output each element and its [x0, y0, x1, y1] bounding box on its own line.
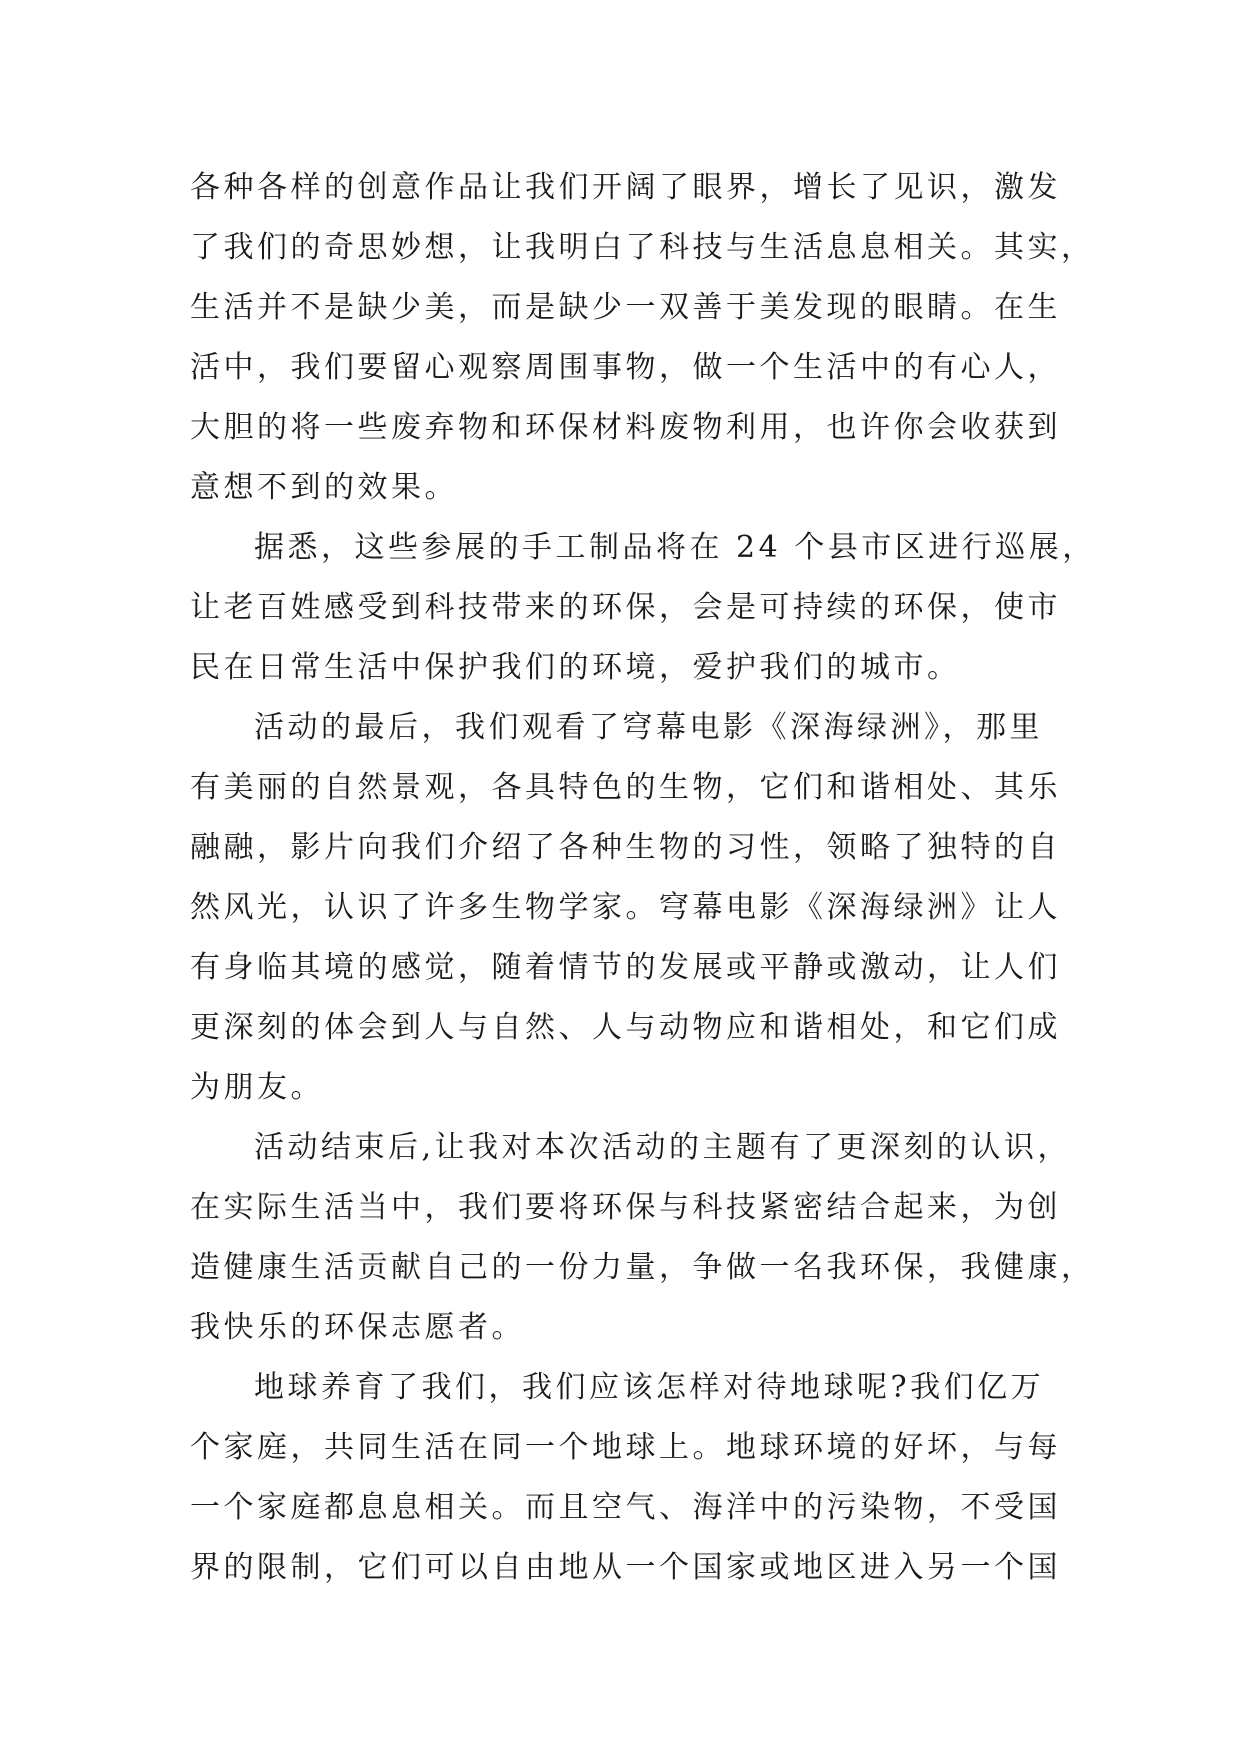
text-line: 然风光，认识了许多生物学家。穹幕电影《深海绿洲》让人	[190, 890, 1061, 925]
text-line: 生活并不是缺少美，而是缺少一双善于美发现的眼睛。在生	[190, 290, 1061, 325]
document-body	[190, 158, 1096, 1598]
text-line: 造健康生活贡献自己的一份力量，争做一名我环保，我健康，	[190, 1250, 1095, 1285]
text-line: 更深刻的体会到人与自然、人与动物应和谐相处，和它们成	[190, 1010, 1061, 1045]
text-line: 有美丽的自然景观，各具特色的生物，它们和谐相处、其乐	[190, 770, 1061, 805]
text-line: 一个家庭都息息相关。而且空气、海洋中的污染物，不受国	[190, 1490, 1061, 1525]
text-line: 意想不到的效果。	[190, 470, 458, 505]
text-line: 民在日常生活中保护我们的环境，爱护我们的城市。	[190, 650, 961, 685]
text-line: 界的限制，它们可以自由地从一个国家或地区进入另一个国	[190, 1550, 1061, 1585]
text-line: 了我们的奇思妙想，让我明白了科技与生活息息相关。其实，	[190, 230, 1095, 265]
text-line: 个家庭，共同生活在同一个地球上。地球环境的好坏，与每	[190, 1430, 1061, 1465]
paragraph-first-line: 活动结束后,让我对本次活动的主题有了更深刻的认识，	[254, 1130, 1072, 1165]
text-line: 我快乐的环保志愿者。	[190, 1310, 525, 1345]
text-line: 融融，影片向我们介绍了各种生物的习性，领略了独特的自	[190, 830, 1061, 865]
text-line: 在实际生活当中，我们要将环保与科技紧密结合起来，为创	[190, 1190, 1061, 1225]
text-line: 各种各样的创意作品让我们开阔了眼界，增长了见识，激发	[190, 170, 1061, 205]
text-line: 让老百姓感受到科技带来的环保，会是可持续的环保，使市	[190, 590, 1061, 625]
paragraph-first-line: 据悉，这些参展的手工制品将在 24 个县市区进行巡展，	[254, 530, 1096, 565]
text-line: 为朋友。	[190, 1070, 324, 1105]
text-line: 大胆的将一些废弃物和环保材料废物利用，也许你会收获到	[190, 410, 1061, 445]
text-line: 有身临其境的感觉，随着情节的发展或平静或激动，让人们	[190, 950, 1061, 985]
paragraph-first-line: 活动的最后，我们观看了穹幕电影《深海绿洲》，那里	[254, 710, 1043, 745]
text-line: 活中，我们要留心观察周围事物，做一个生活中的有心人，	[190, 350, 1061, 385]
paragraph-first-line: 地球养育了我们，我们应该怎样对待地球呢?我们亿万	[254, 1370, 1045, 1405]
